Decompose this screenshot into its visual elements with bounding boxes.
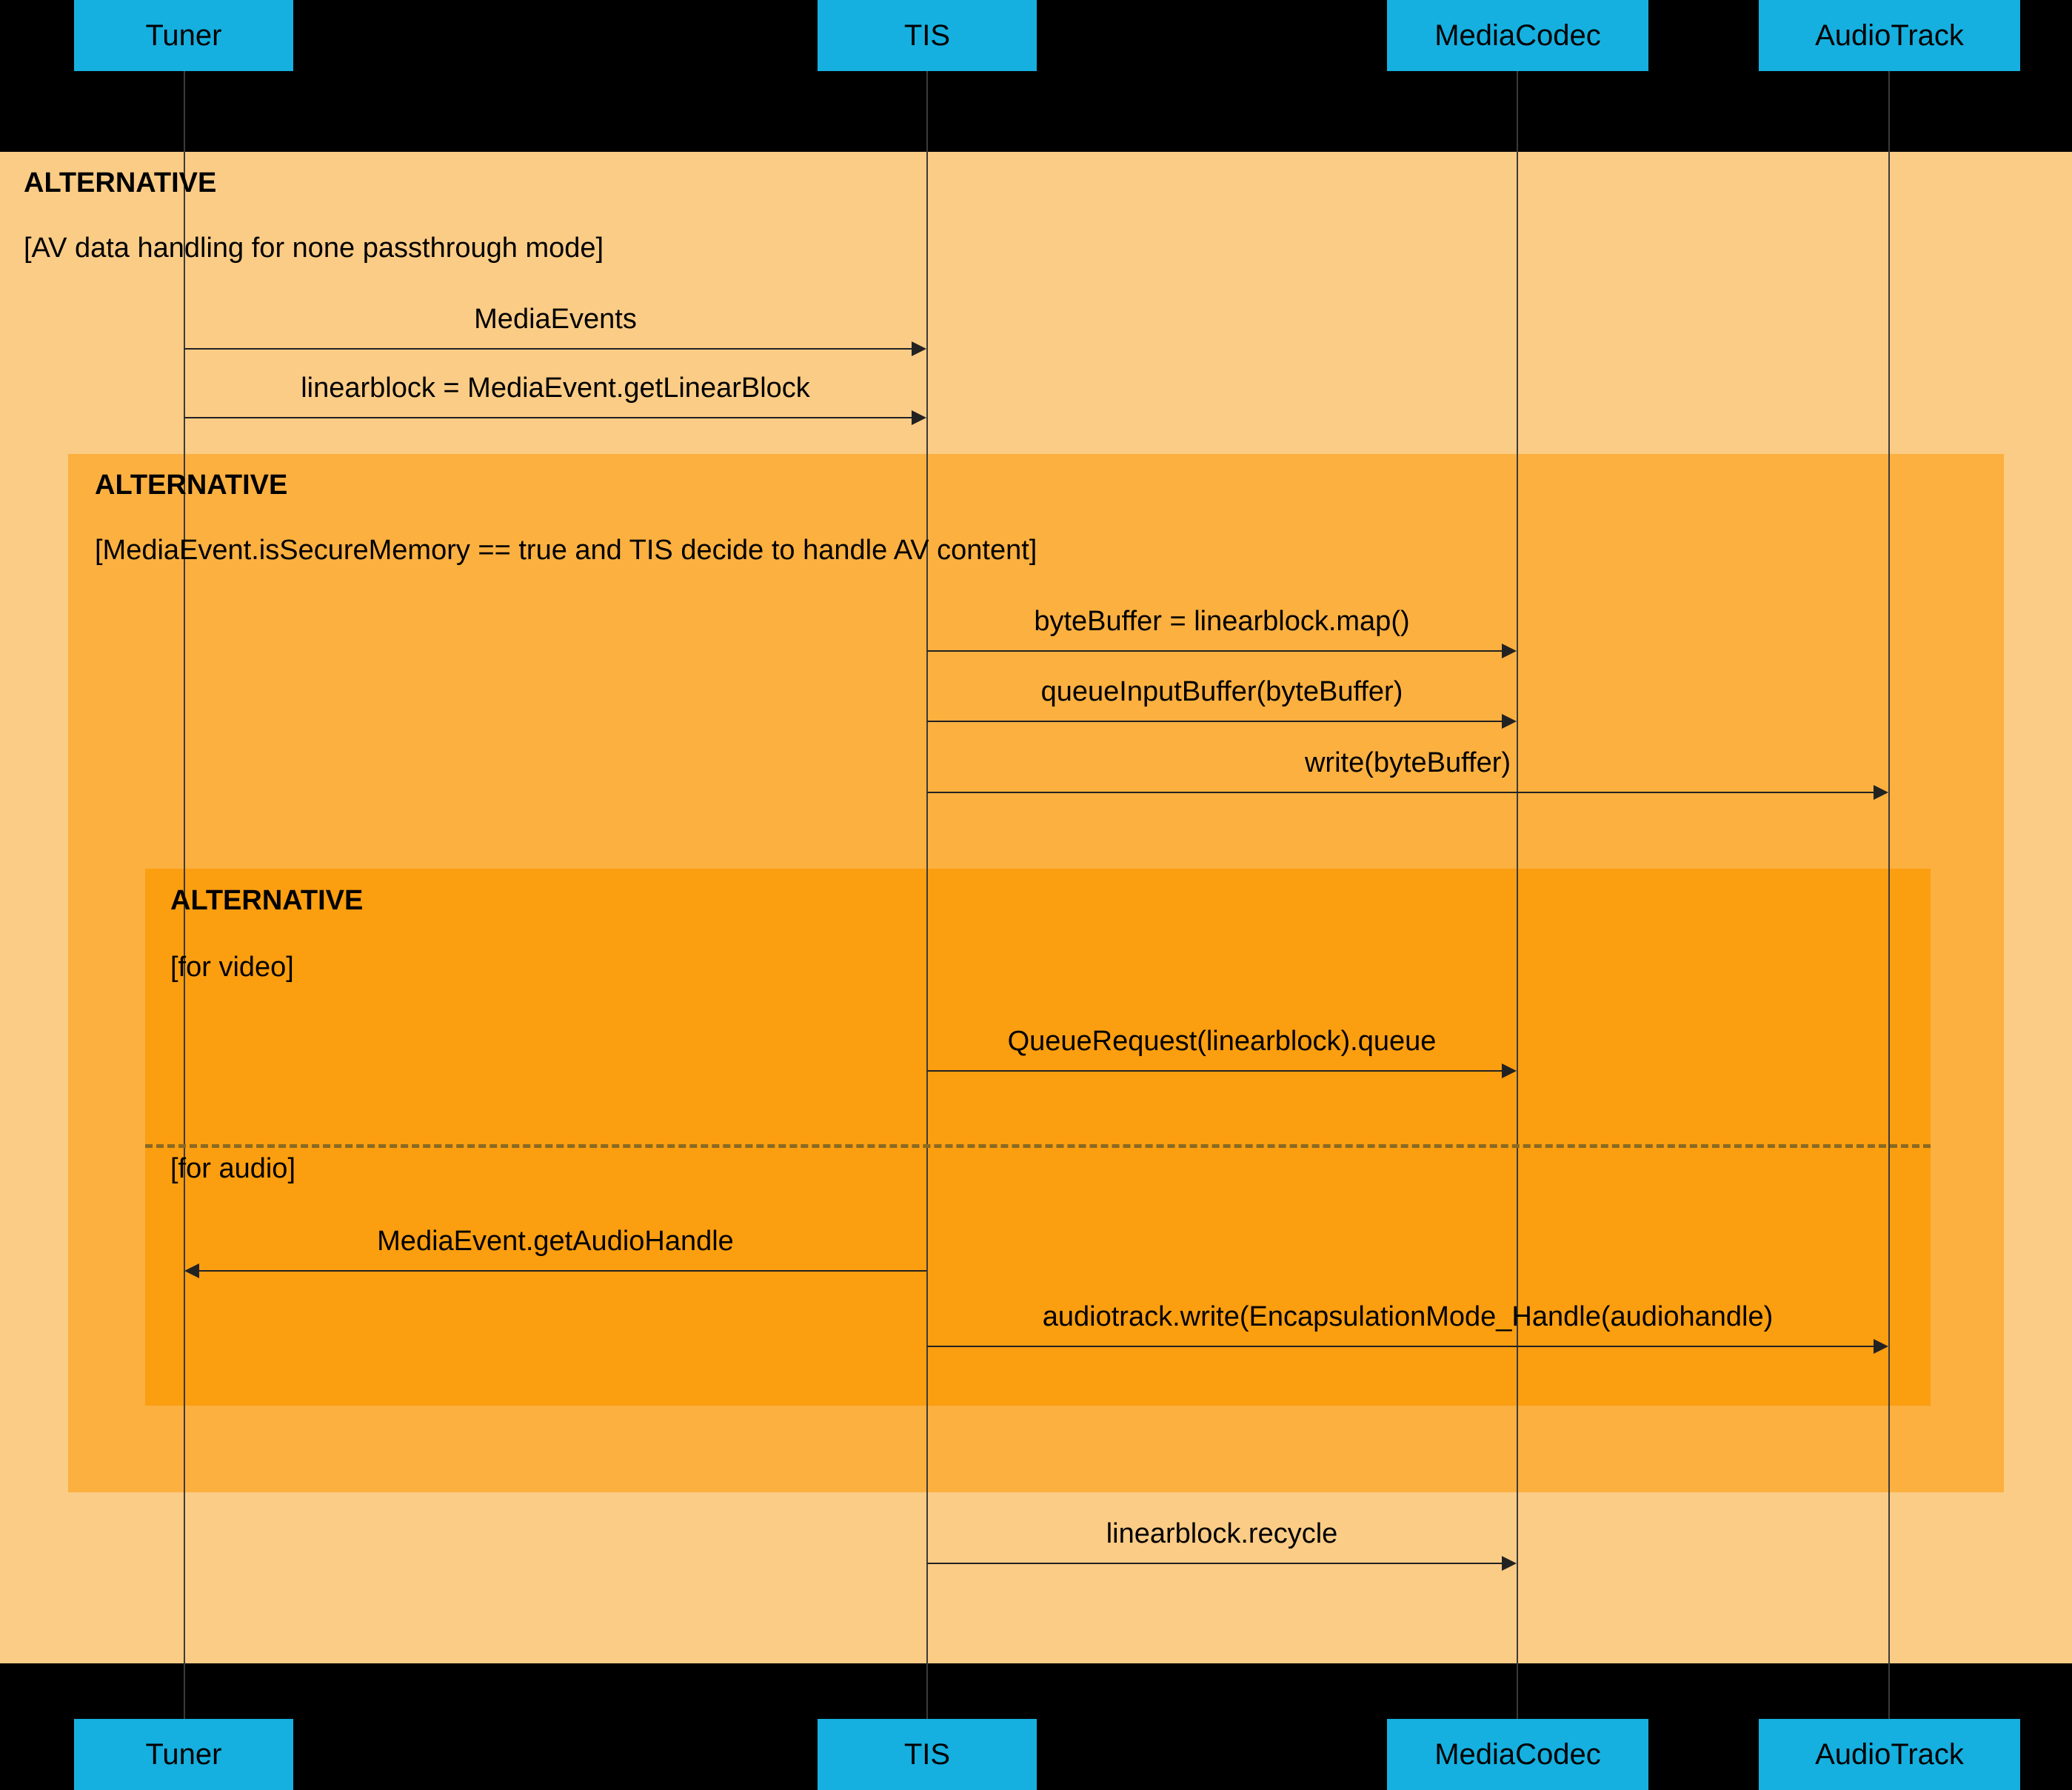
frame-outer-condition: [AV data handling for none passthrough mode] — [24, 233, 604, 264]
message-arrow-map — [1502, 644, 1517, 658]
message-line-write-bytebuffer — [927, 792, 1874, 793]
message-line-getlinearblock — [184, 417, 912, 418]
actor-audiotrack-top[interactable]: AudioTrack — [1759, 0, 2020, 71]
message-line-mediaevents — [184, 348, 912, 350]
message-label-mediaevents: MediaEvents — [474, 304, 637, 335]
lifeline-mediacodec — [1517, 71, 1518, 1749]
frame-middle-condition: [MediaEvent.isSecureMemory == true and TIS decide to handle AV content] — [95, 535, 1037, 566]
message-label-write-bytebuffer: write(byteBuffer) — [1304, 747, 1511, 778]
actor-tis-bottom[interactable]: TIS — [818, 1719, 1037, 1790]
message-label-queuerequest: QueueRequest(linearblock).queue — [1007, 1026, 1437, 1057]
message-line-recycle — [927, 1563, 1502, 1564]
actor-mediacodec-top[interactable]: MediaCodec — [1387, 0, 1648, 71]
message-label-getlinearblock: linearblock = MediaEvent.getLinearBlock — [301, 373, 810, 404]
message-arrow-queueinputbuffer — [1502, 714, 1517, 729]
message-arrow-getlinearblock — [912, 410, 926, 425]
actor-mediacodec-bottom[interactable]: MediaCodec — [1387, 1719, 1648, 1790]
actor-tuner-top[interactable]: Tuner — [74, 0, 293, 71]
lifeline-audiotrack — [1888, 71, 1890, 1749]
frame-middle-operator: ALTERNATIVE — [95, 470, 288, 501]
message-arrow-recycle — [1502, 1556, 1517, 1571]
message-label-map: byteBuffer = linearblock.map() — [1034, 606, 1410, 637]
message-line-getaudiohandle — [199, 1270, 926, 1272]
message-label-queueinputbuffer: queueInputBuffer(byteBuffer) — [1040, 676, 1403, 707]
actor-audiotrack-bottom[interactable]: AudioTrack — [1759, 1719, 2020, 1790]
message-label-recycle: linearblock.recycle — [1106, 1518, 1338, 1549]
frame-inner-divider — [145, 1144, 1931, 1148]
message-line-queueinputbuffer — [927, 721, 1502, 722]
message-line-queuerequest — [927, 1070, 1502, 1072]
frame-inner-operator: ALTERNATIVE — [170, 885, 364, 916]
message-arrow-getaudiohandle — [184, 1263, 199, 1278]
message-arrow-mediaevents — [912, 341, 926, 356]
message-line-audiotrack-write — [927, 1346, 1874, 1347]
frame-inner-condition-video: [for video] — [170, 952, 294, 983]
message-label-audiotrack-write: audiotrack.write(EncapsulationMode_Handle(audiohandle) — [1042, 1301, 1774, 1332]
message-line-map — [927, 650, 1502, 652]
message-arrow-audiotrack-write — [1874, 1339, 1888, 1354]
lifeline-tis — [926, 71, 928, 1749]
actor-tuner-bottom[interactable]: Tuner — [74, 1719, 293, 1790]
frame-inner-condition-audio: [for audio] — [170, 1153, 295, 1184]
frame-outer-operator: ALTERNATIVE — [24, 167, 217, 198]
message-arrow-write-bytebuffer — [1874, 785, 1888, 800]
message-arrow-queuerequest — [1502, 1063, 1517, 1078]
actor-tis-top[interactable]: TIS — [818, 0, 1037, 71]
message-label-getaudiohandle: MediaEvent.getAudioHandle — [377, 1226, 734, 1257]
